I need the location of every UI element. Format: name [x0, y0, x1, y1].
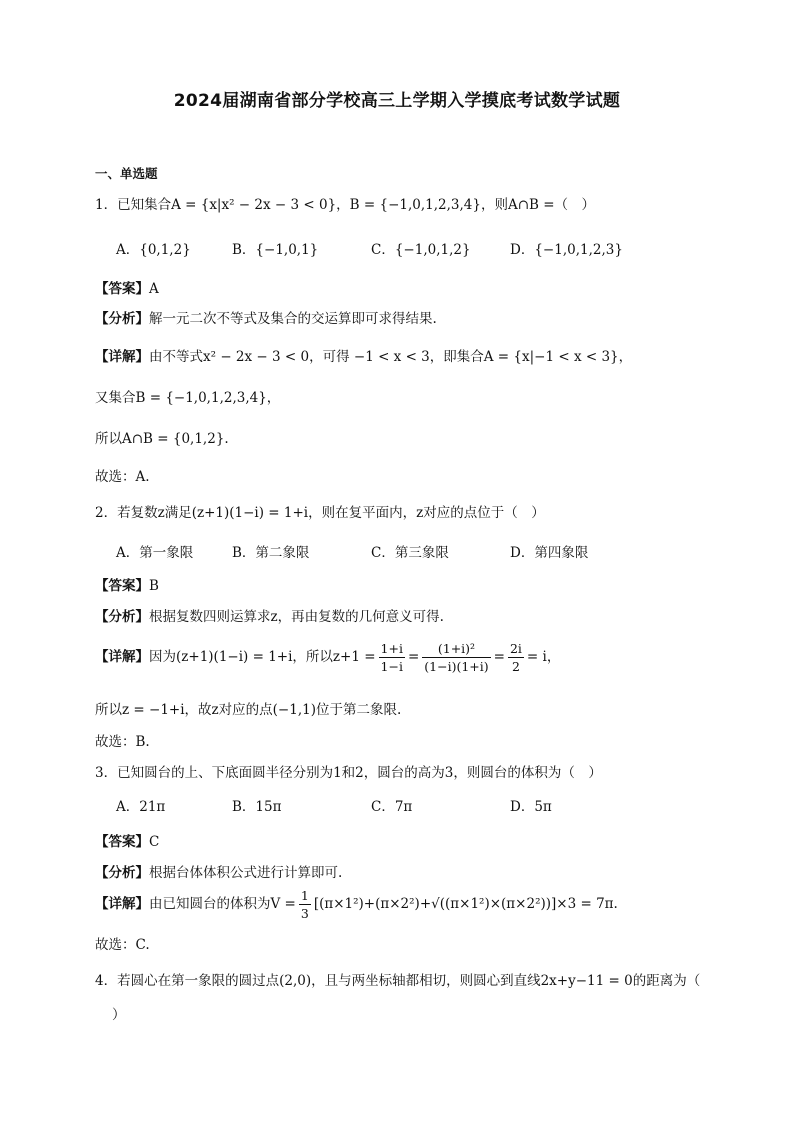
detail-text: 由已知圆台的体积为V =: [149, 896, 296, 912]
q2-option-a: A．第一象限: [116, 545, 194, 561]
question-1-stem: 1．已知集合A = {x|x² − 2x − 3 < 0}，B = {−1,0,1,2,3,4}，则A∩B =（ ）: [95, 197, 596, 213]
q3-option-b: B．15π: [232, 799, 282, 815]
answer-value: C: [149, 834, 160, 850]
analysis-tag: 【分析】: [95, 311, 149, 327]
q2-option-c: C．第三象限: [371, 545, 449, 561]
fraction: $\frac{2i}{2}$: [509, 641, 522, 674]
answer-value: B: [149, 578, 159, 594]
q2-answer: [95, 574, 159, 594]
answer-tag: 【答案】: [95, 834, 149, 850]
analysis-tag: 【分析】: [95, 865, 149, 881]
q3-option-c: C．7π: [371, 799, 413, 815]
answer-tag: 【答案】: [95, 281, 149, 297]
q1-detail: [95, 345, 632, 365]
q1-option-d: D．{−1,0,1,2,3}: [510, 242, 623, 258]
q1-option-a: A．{0,1,2}: [116, 242, 191, 258]
q1-detail-line-2: 又集合B = {−1,0,1,2,3,4}，: [95, 390, 281, 406]
q1-option-c: C．{−1,0,1,2}: [371, 242, 471, 258]
q1-detail-line-3: 所以A∩B = {0,1,2}.: [95, 431, 229, 447]
q2-detail: 【详解】因为(z+1)(1−i) = 1+i，所以z+1 = $\frac{1+i}{1-i}$ = $\frac{\text{(1+i)²}}{(1-i)(1+i)}$ = $\frac{2i}{2}$ = i，: [95, 641, 561, 674]
q1-option-b: B．{−1,0,1}: [232, 242, 319, 258]
question-2-stem: 2．若复数z满足(z+1)(1−i) = 1+i，则在复平面内，z对应的点位于（ ）: [95, 505, 545, 521]
q2-option-d: D．第四象限: [510, 545, 589, 561]
q2-analysis: [95, 605, 444, 625]
q2-option-b: B．第二象限: [232, 545, 310, 561]
fraction: $\frac{1}{3}$: [300, 888, 309, 921]
q1-conclusion: 故选：A.: [95, 469, 150, 485]
analysis-tag: 【分析】: [95, 609, 149, 625]
q3-option-a: A．21π: [116, 799, 166, 815]
answer-value: A: [149, 281, 159, 297]
q3-option-d: D．5π: [510, 799, 552, 815]
page-title: 2024届湖南省部分学校高三上学期入学摸底考试数学试题: [173, 91, 621, 111]
answer-tag: 【答案】: [95, 578, 149, 594]
q3-detail: [95, 888, 618, 921]
detail-text: 由不等式x² − 2x − 3 < 0，可得 −1 < x < 3，即集合A = {x|−1 < x < 3}，: [149, 349, 633, 365]
q2-conclusion: 故选：B.: [95, 734, 150, 750]
analysis-text: 解一元二次不等式及集合的交运算即可求得结果.: [149, 311, 437, 327]
detail-text: 因为(z+1)(1−i) = 1+i，所以z+1 =: [149, 649, 376, 665]
question-4-stem: 4．若圆心在第一象限的圆过点(2,0)，且与两坐标轴都相切，则圆心到直线2x+y−11 = 0的距离为（: [95, 973, 701, 989]
question-3-stem: 3．已知圆台的上、下底面圆半径分别为1和2，圆台的高为3，则圆台的体积为（ ）: [95, 765, 602, 781]
detail-tag: 【详解】: [95, 649, 149, 665]
q1-analysis: [95, 307, 437, 327]
q3-answer: [95, 830, 159, 850]
detail-end: = i，: [526, 649, 561, 665]
fraction: $\frac{1+i}{1-i}$: [380, 641, 403, 674]
detail-tag: 【详解】: [95, 896, 149, 912]
question-4-stem-end: ）: [112, 1007, 126, 1023]
analysis-text: 根据复数四则运算求z，再由复数的几何意义可得.: [149, 609, 444, 625]
q1-answer: [95, 277, 159, 297]
q2-detail-line-2: 所以z = −1+i，故z对应的点(−1,1)位于第二象限.: [95, 702, 402, 718]
q3-analysis: [95, 861, 342, 881]
detail-formula: [(π×1²)+(π×2²)+√((π×1²)×(π×2²))]×3 = 7π.: [313, 896, 618, 912]
section-heading: 一、单选题: [95, 166, 158, 181]
analysis-text: 根据台体体积公式进行计算即可.: [149, 865, 343, 881]
q3-conclusion: 故选：C.: [95, 937, 150, 953]
detail-tag: 【详解】: [95, 349, 149, 365]
fraction: $\frac{\text{(1+i)²}}{(1-i)(1+i)}$: [424, 641, 489, 674]
